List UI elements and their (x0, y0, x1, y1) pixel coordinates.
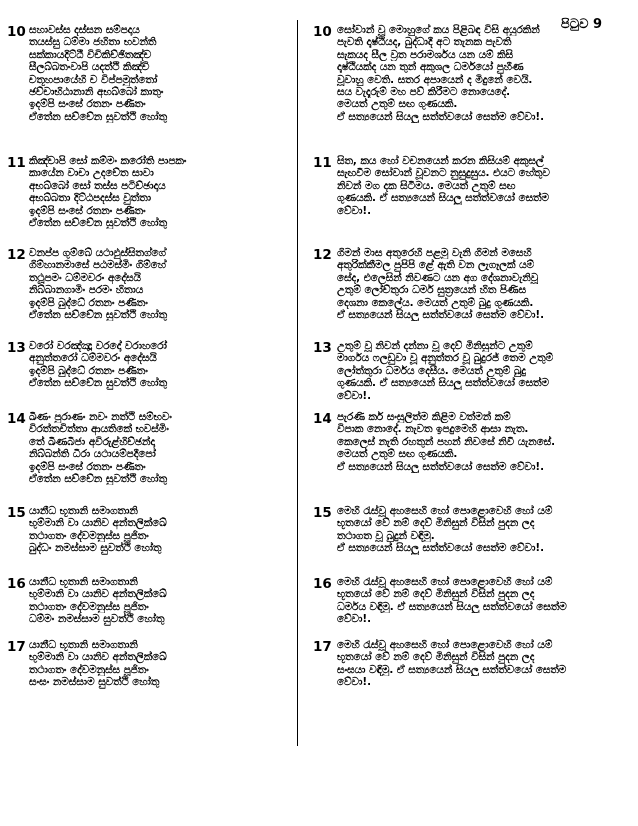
verse-line: ගිම්හානමාසේ පඨමස්මිං ගිම්හේ (29, 259, 166, 272)
verse-line: උතුම් වූ නිවන් දන්නා වූ දෙව් මිනිසුන්ට උතුම් (337, 340, 533, 352)
verse-line: නිබ්බන්ති ධීරා යථායම්පදීපෝ (29, 448, 156, 461)
verse-number: 10 (7, 24, 26, 40)
verse-line: යානීධ භූතානි සමාගතානි (29, 505, 138, 517)
verse-line: ඒ සත්‍යයෙන් සියලු සත්ත්වයෝ සෙත්ම වේවා!. (337, 460, 545, 473)
verse-line: ඉදම්පි සංඝේ රතනං පණීතං (29, 98, 146, 111)
verse-number: 17 (313, 639, 332, 655)
verse-line: චතූහපායේහි ච විප්පමුත්තෝ (29, 73, 158, 86)
verse-line: වේවා!. (337, 204, 372, 217)
verse-line: භූතයෝ වේ නම් දෙව් මිනිසුන් විසින් පුදන ලද (337, 588, 535, 601)
verse-number: 14 (7, 411, 26, 427)
verse-line: සැඟවීම සෝවාන් වූවනට නුසුදුසුය. එයට හේතුව (337, 167, 550, 180)
translation-verse (313, 505, 603, 555)
verse-line: ඉදම්පි සංඝේ රතනං පණීතං (29, 204, 146, 217)
verse-line: සීලබ්බතංවාපි යදත්ථි කිඤ්චි (29, 61, 150, 74)
verse-line: ඒතේන සච්චේන සුවත්ථි හෝතු (29, 377, 168, 390)
pali-verse (7, 576, 275, 626)
verse-line: ඒ සත්‍යයෙන් සියලු සත්ත්වයෝ සෙත්ම වේවා!. (337, 309, 545, 322)
verse-line: උතුම් ලෝච්තුරා ධර්ම සුත්‍රයෙන් හිත පිණිස (337, 284, 527, 297)
verse-number: 10 (313, 24, 332, 40)
translation-verse (313, 639, 603, 689)
verse-line: කායේන වාචා උදචේත සාවා (29, 167, 154, 180)
verse-number: 14 (313, 411, 332, 427)
verse-line: ඒතේන සච්චේන සුවත්ථි හෝතු (29, 217, 168, 230)
verse-line: දෙශනා කෙලේය. මෙයත් උතුම් බුදු ගුණයකි. (337, 296, 534, 309)
verse-line: සය වැදෑරුම් මහ පව් කිරීමට නොයෙදේ. (337, 86, 511, 99)
verse-line: සංඝං නමස්සාම සුවත්ථි හෝතු (29, 676, 160, 689)
verse-number: 16 (7, 576, 26, 592)
verse-line: වූවාහු වෙති. සතර අපායෙන් ද මිදුනේ වෙයි. (337, 73, 533, 86)
verse-line: පැවති දෘෂ්ඨියද, බුද්ධාදී අට තැනක පැවති (337, 36, 512, 49)
verse-line: තථාගතං දේවමනුස්ස පූජිතං (29, 663, 149, 676)
verse-number: 16 (313, 576, 332, 592)
verse-line: බුද්ධං නමස්සාම සුවත්ථි හෝතු (29, 542, 162, 555)
verse-line: තථාගතං දේවමනුස්ස පූජිතං (29, 529, 149, 542)
verse-line: දෘෂ්ඨියක්ද යන තුන් අකුශල ධර්මයෝ පුහීණ (337, 61, 524, 74)
verse-line: සැකයද සීල ව්‍රත පරාමර්ශය යන යම් කිසි (337, 48, 514, 61)
verse-line: මෙයත් උතුම් සඟ ගුණයකි. (337, 98, 458, 111)
verse-line: අතුරික්කීමල පුපිපි ළේ ඇති වන ලැගෑලක් යම් (337, 259, 535, 272)
verse-number: 17 (7, 639, 26, 655)
verse-line: සංඝයා වඳිමු. ඒ සත්‍යයෙන් සියලු සත්ත්වයෝ සෙත්ම (337, 663, 567, 676)
verse-line: භුම්මානි වා යානිව අන්තලික්ඛේ (29, 651, 167, 664)
verse-line: කෙලෙස් නැති රහතුන් පහන් නිවසේ නිවී යැනසේ. (337, 435, 556, 448)
verse-line: සිත, කය හෝ වචනයෙන් කරන කිසියම් අකුසල් (337, 155, 544, 167)
verse-line: ගුණයකි. ඒ සත්‍යයෙන් සියලු සත්ත්වයෝ සෙත්ම (337, 377, 549, 390)
verse-line: තේ ඛීණබීජා අවිරුළ්හිච්ඡන්දා (29, 435, 155, 448)
verse-line: ගුණයකි. ඒ සත්‍යයෙන් සියලු සත්ත්වයෝ සෙත්ම (337, 192, 549, 205)
verse-number: 15 (7, 505, 26, 521)
verse-line: ඛීණං පුරාණං නවං නත්ථි සම්භවං (29, 411, 172, 423)
verse-line: වේවා!. (337, 676, 372, 689)
pali-verse (7, 155, 275, 229)
verse-line: සහාවස්ස දස්සන සම්පදාය (29, 24, 140, 36)
verse-line: අනුත්තරෝ ධම්මවරං අදේසයි (29, 352, 157, 365)
verse-line: ඒතේන සච්චේන සුවත්ථි හෝතු (29, 110, 168, 123)
verse-line: ලෝත්තුරා ධර්මය දෙසීය. මෙයත් උතුම් බුදු (337, 364, 526, 377)
verse-line: ධම්මං නමස්සාම සුවත්ථි හෝතු (29, 613, 165, 626)
verse-line: තථාගත වූ බුදුන් වඳිමු. (337, 529, 435, 542)
verse-line: වේවා!. (337, 389, 372, 402)
verse-line: සක්කායදිට්ඨී විචිකිච්ඡිතඤ්ච (29, 48, 152, 61)
verse-line: විරත්තචිත්තා ආයතිකේ භවස්මිං (29, 423, 169, 436)
verse-line: ඉදම්පි සංඝේ රතනං පණීතං (29, 460, 146, 473)
verse-line: මෙහි රැස්වූ අහසෙහි හෝ පොළොවෙහි හෝ යම් (337, 505, 553, 517)
pali-verse (7, 24, 275, 123)
pali-verse (7, 639, 275, 689)
translation-verse (313, 247, 603, 321)
column-divider (297, 20, 298, 746)
verse-line: මෙයත් උතුම් සඟ ගුණයකි. (337, 448, 458, 461)
verse-number: 12 (7, 247, 26, 263)
translation-verse (313, 340, 603, 402)
verse-line: මාර්ගය ෆලඩුවා වූ අනුත්තර වූ බුදුරජ් තෙම උතුම් (337, 352, 554, 365)
verse-line: වේවා!. (337, 613, 372, 626)
verse-line: භූතයෝ වේ නම් දෙව් මිනිසුන් විසින් පුදන ලද (337, 651, 535, 664)
verse-number: 13 (7, 340, 26, 356)
verse-line: කිඤ්චාපි සෝ කම්මං කරෝති පාපකං (29, 155, 187, 167)
verse-line: මෙහි රැස්වූ අහසෙහි හෝ පොළොවෙහි හෝ යම් (337, 639, 553, 651)
translation-verse (313, 155, 603, 217)
verse-line: ඡච්චාභිඨානානි අභබ්බෝ කාතුං (29, 86, 164, 99)
verse-line: මෙහි රැස්වූ අහසෙහි හෝ පොළොවෙහි හෝ යම් (337, 576, 553, 588)
verse-line: ඒ සත්‍යයෙන් සියලු සත්ත්වයෝ සෙත්ම වේවා!. (337, 110, 545, 123)
verse-line: අභබ්බෝ සෝ තස්ස පටිච්ඡාදාය (29, 179, 166, 192)
verse-line: සේද, එලෙසින් නිවණට යන අග දේශනාවැනිවූ (337, 271, 539, 284)
verse-line: පැරණි කර් සංසුලිත්ම කිළිම වත්මන් කම් (337, 411, 511, 423)
verse-number: 11 (313, 155, 332, 171)
verse-line: ඒ සත්‍යයෙන් සියලු සත්ත්වයෝ සෙත්ම වේවා!. (337, 542, 545, 555)
verse-line: නිවන් මග දක සිටීමය. මෙයත් උතුම් සඟ (337, 179, 516, 192)
verse-line: තයස්සු ධම්මා ජහිතා භවන්ති (29, 36, 157, 49)
pali-verse (7, 411, 275, 485)
verse-line: අභබ්බතා දිට්ඨපදස්ස වුත්තා (29, 192, 151, 205)
verse-line: ඒතේන සච්චේන සුවත්ථි හෝතු (29, 473, 168, 486)
verse-line: සෝවාන් වූ මොහුගේ කය පිළිබඳ විසි අයුරකින් (337, 24, 540, 36)
verse-line: ඒතේන සච්චේන සුවත්ථි හෝතු (29, 309, 168, 322)
verse-line: වරෝ වරඤ්ඤූ වරදෝ වරාහරෝ (29, 340, 167, 352)
verse-line: භුම්මානි වා යානිව අන්තලික්ඛේ (29, 588, 167, 601)
verse-line: තථාගතං දේවමනුස්ස පූජිතං (29, 600, 149, 613)
verse-number: 11 (7, 155, 26, 171)
verse-line: ධර්මය වඳිමු. ඒ සත්‍යයෙන් සියලු සත්ත්වයෝ සෙත්ම (337, 600, 567, 613)
verse-number: 12 (313, 247, 332, 263)
pali-verse (7, 340, 275, 390)
pali-verse (7, 505, 275, 555)
pali-verse (7, 247, 275, 321)
verse-number: 15 (313, 505, 332, 521)
verse-line: ඉදම්පි බුද්ධේ රතනං පණීතං (29, 364, 148, 377)
verse-number: 13 (313, 340, 332, 356)
verse-line: යානීධ භූතානි සමාගතානි (29, 639, 138, 651)
verse-line: ඉදම්පි බුද්ධේ රතනං පණීතං (29, 296, 148, 309)
translation-verse (313, 576, 603, 626)
verse-line: යානීධ භූතානි සමාගතානි (29, 576, 138, 588)
verse-line: නිබ්බානගාමිං පරමං හිතාය (29, 284, 144, 297)
verse-line: විපාක නොදේ. නැවත ඉපදුමෙහි ආසා නැත. (337, 423, 529, 436)
page-number: පිටුව 9 (560, 17, 602, 32)
verse-line: වනප්ප ගුම්බේ යථාඵුස්සිතග්ගේ (29, 247, 166, 259)
verse-line: ගිමන් මාස අතුරෙහි පළමු වැනි ගිමන් මසෙහි (337, 247, 532, 259)
verse-line: භූතයෝ වේ නම් දෙව් මිනිසුන් විසින් පුදන ලද (337, 517, 535, 530)
verse-line: තථූපමං ධම්මවරං අදේසයි (29, 271, 141, 284)
translation-verse (313, 411, 603, 473)
translation-verse (313, 24, 603, 123)
verse-line: භුම්මානි වා යානිව අන්තලික්ඛේ (29, 517, 167, 530)
